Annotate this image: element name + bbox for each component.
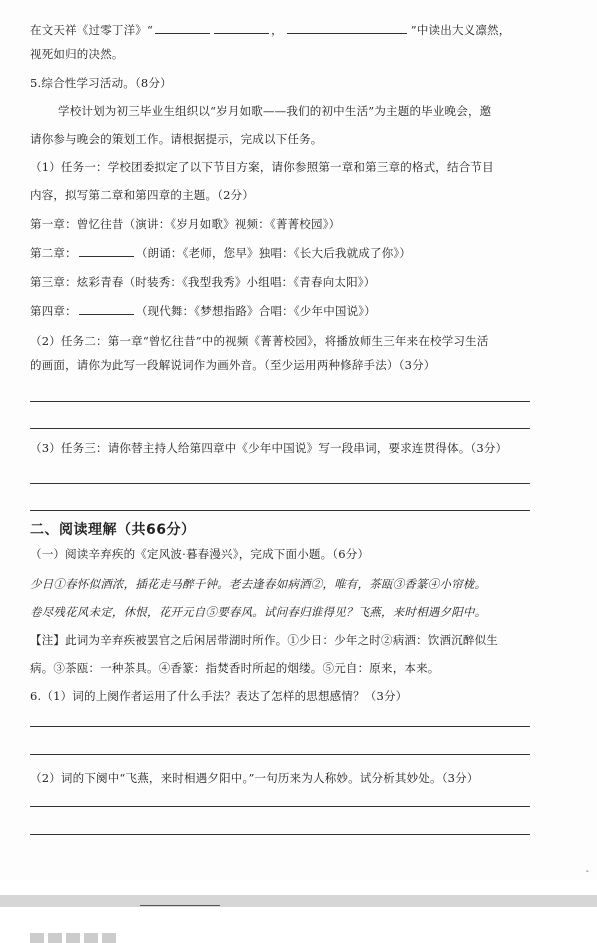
chapter-2-blank[interactable] <box>79 255 134 257</box>
intro-line-1 <box>30 22 510 38</box>
q5-title: 5.综合性学习活动。（8分） <box>30 76 172 90</box>
q5-desc-2: 请你参与晚会的策划工作。请根据提示，完成以下任务。 <box>30 132 323 146</box>
section-2-title: 二、阅读理解（共66分） <box>30 522 196 538</box>
answer-line[interactable] <box>30 806 530 807</box>
intro-line-2: 视死如归的决然。 <box>30 47 124 61</box>
q5-desc-1: 学校计划为初三毕业生组织以“岁月如歌——我们的初中生活”为主题的毕业晚会，邀 <box>58 104 492 118</box>
chapter-4-blank[interactable] <box>79 313 134 315</box>
intro-separator: ， <box>271 23 283 37</box>
intro-text-a: 在文天祥《过零丁洋》“ <box>30 23 154 37</box>
chapter-3: 第三章：炫彩青春（时装秀：《我型我秀》小组唱：《青春向太阳》） <box>30 275 376 289</box>
poem-line-1: 少日①春怀似酒浓，插花走马醉千钟。老去逢春如病酒②，唯有，茶瓯③香篆④小帘栊。 <box>30 577 487 591</box>
chapter-2 <box>30 245 411 261</box>
page-separator-band <box>0 895 597 907</box>
chapter-2-label: 第二章： <box>30 246 77 260</box>
task1-line-b: 内容，拟写第二章和第四章的主题。（2分） <box>30 188 255 202</box>
chapter-2-content: （朗诵：《老师，您早》独唱：《长大后我就成了你》） <box>135 246 412 260</box>
note-line-2: 病。③茶瓯：一种茶具。④香篆：指焚香时所起的烟缕。⑤元自：原来，本来。 <box>30 661 440 675</box>
chapter-4-label: 第四章： <box>30 304 77 318</box>
answer-line[interactable] <box>30 483 530 484</box>
chapter-1: 第一章：曾忆往昔（演讲：《岁月如歌》视频：《菁菁校园》） <box>30 217 341 231</box>
intro-text-b: ”中读出大义凛然， <box>410 23 511 37</box>
q6-2: （2）词的下阕中“飞燕，来时相遇夕阳中。”一句历来为人称妙。试分析其妙处。（3分） <box>30 771 479 785</box>
page-mark: - <box>585 866 589 877</box>
task3-line: （3）任务三：请你替主持人给第四章中《少年中国说》写一段串词，要求连贯得体。（3分） <box>30 441 508 455</box>
poem-line-2: 卷尽残花风未定，休恨，花开元自⑤要春风。试问春归谁得见？飞燕，来时相遇夕阳中。 <box>30 605 487 619</box>
next-page-rule-fragment <box>140 905 220 906</box>
answer-line[interactable] <box>30 401 530 402</box>
task2-line-b: 的画面，请你为此写一段解说词作为画外音。（至少运用两种修辞手法）（3分） <box>30 358 436 372</box>
task2-line-a: （2）任务二：第一章“曾忆往昔”中的视频《菁菁校园》，将播放师生三年来在校学习生活 <box>30 334 489 348</box>
chapter-4 <box>30 303 376 319</box>
q6-1: 6.（1）词的上阕作者运用了什么手法？表达了怎样的思想感情？（3分） <box>30 689 408 703</box>
chapter-4-content: （现代舞：《梦想指路》合唱：《少年中国说》） <box>135 304 376 318</box>
answer-line[interactable] <box>30 428 530 429</box>
answer-line[interactable] <box>30 834 530 835</box>
note-line-1: 【注】此词为辛弃疾被罢官之后闲居带湖时所作。①少日：少年之时②病酒：饮酒沉醉似生 <box>30 633 498 647</box>
answer-blank[interactable] <box>155 32 210 34</box>
next-page-text-fragment <box>30 933 150 943</box>
answer-line[interactable] <box>30 754 530 755</box>
answer-blank[interactable] <box>287 32 407 34</box>
answer-line[interactable] <box>30 726 530 727</box>
answer-blank[interactable] <box>214 32 269 34</box>
task1-line-a: （1）任务一：学校团委拟定了以下节目方案，请你参照第一章和第三章的格式，结合节目 <box>30 160 494 174</box>
subsection-1-title: （一）阅读辛弃疾的《定风波·暮春漫兴》，完成下面小题。（6分） <box>30 547 370 561</box>
answer-line[interactable] <box>30 510 530 511</box>
